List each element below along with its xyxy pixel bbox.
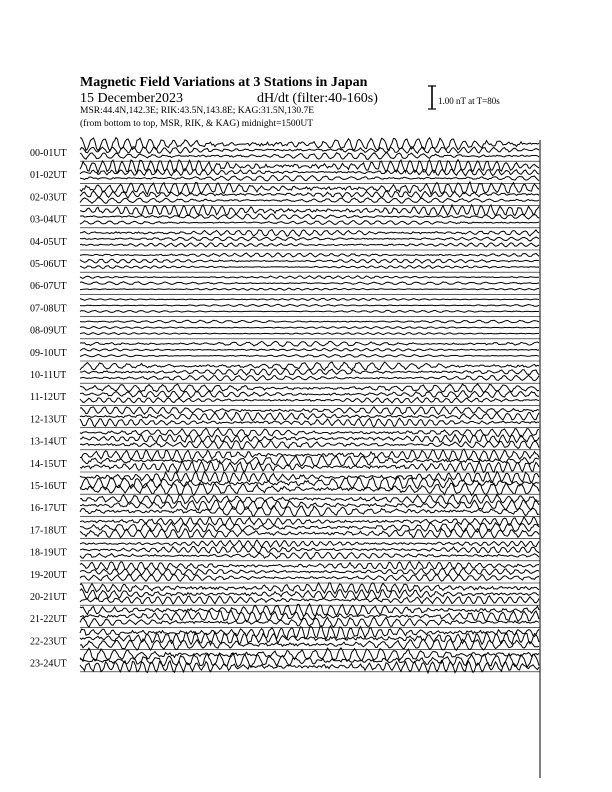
hour-row xyxy=(30,517,540,539)
trace-kag xyxy=(80,494,539,504)
hour-label: 20-21UT xyxy=(30,592,67,603)
trace-kag xyxy=(80,320,539,323)
trace-rik xyxy=(80,147,539,154)
hour-label: 16-17UT xyxy=(30,503,67,515)
trace-rik xyxy=(80,327,539,329)
hour-row xyxy=(30,648,540,673)
trace-rik xyxy=(80,191,539,198)
hour-row xyxy=(30,471,540,495)
hour-row xyxy=(30,276,540,295)
hour-label: 11-12UT xyxy=(30,392,67,404)
trace-kag xyxy=(80,160,539,173)
trace-msr xyxy=(80,266,539,269)
hour-label: 03-04UT xyxy=(30,214,67,226)
hourly-rows xyxy=(30,138,540,673)
hour-row xyxy=(30,320,540,339)
trace-msr xyxy=(80,355,539,358)
trace-rik xyxy=(80,500,539,511)
trace-rik xyxy=(80,348,539,351)
trace-rik xyxy=(80,282,539,285)
trace-msr xyxy=(80,639,539,651)
trace-kag xyxy=(80,341,539,346)
trace-kag xyxy=(80,583,539,594)
hour-label: 00-01UT xyxy=(30,148,67,159)
trace-kag xyxy=(80,362,539,370)
trace-msr xyxy=(80,398,539,403)
trace-kag xyxy=(80,182,539,194)
trace-msr xyxy=(80,333,539,335)
trace-msr xyxy=(80,310,539,312)
chart-date: 15 December2023 xyxy=(80,91,184,106)
chart-quantity: dH/dt (filter:40-160s) xyxy=(257,91,378,106)
hour-label: 02-03UT xyxy=(30,192,67,204)
hour-label: 06-07UT xyxy=(30,281,67,293)
hour-row xyxy=(30,626,540,650)
scale-bar-label: 1.00 nT at T=80s xyxy=(438,96,500,106)
chart-title: Magnetic Field Variations at 3 Stations in Japan xyxy=(80,75,368,90)
hour-label: 23-24UT xyxy=(30,658,67,670)
hour-row xyxy=(30,449,540,472)
trace-kag xyxy=(80,276,539,279)
station-coordinates: MSR:44.4N,142.3E; RIK:43.5N,143.8E; KAG:31.5N,130.7E xyxy=(80,106,315,116)
trace-kag xyxy=(80,298,539,300)
trace-rik xyxy=(80,259,539,263)
hour-label: 05-06UT xyxy=(30,259,67,270)
trace-msr xyxy=(80,176,539,181)
hour-label: 09-10UT xyxy=(30,347,67,359)
trace-rik xyxy=(80,304,539,306)
hour-label: 08-09UT xyxy=(30,325,67,337)
trace-kag xyxy=(80,562,539,571)
trace-rik xyxy=(80,214,539,219)
hour-row xyxy=(30,494,540,516)
trace-kag xyxy=(80,230,539,237)
hour-row xyxy=(30,160,540,184)
trace-msr xyxy=(80,288,539,290)
trace-msr xyxy=(80,221,539,225)
hour-row xyxy=(30,540,540,561)
trace-msr xyxy=(80,575,539,582)
trace-msr xyxy=(80,617,539,627)
hour-row xyxy=(30,583,540,605)
hour-row xyxy=(30,253,540,272)
hour-row xyxy=(30,205,540,228)
trace-msr xyxy=(80,375,539,381)
trace-kag xyxy=(80,540,539,547)
trace-msr xyxy=(80,552,539,559)
hour-label: 10-11UT xyxy=(30,370,67,381)
hour-row xyxy=(30,407,540,428)
trace-kag xyxy=(80,253,539,257)
trace-msr xyxy=(80,198,539,204)
hour-label: 18-19UT xyxy=(30,547,67,559)
trace-msr xyxy=(80,529,539,538)
station-order-note: (from bottom to top, MSR, RIK, & KAG) midnight=1500UT xyxy=(80,119,314,129)
trace-msr xyxy=(80,461,539,472)
trace-kag xyxy=(80,428,539,437)
trace-rik xyxy=(80,632,539,645)
trace-rik xyxy=(80,412,539,421)
trace-kag xyxy=(80,384,539,393)
trace-rik xyxy=(80,546,539,553)
hour-label: 12-13UT xyxy=(30,414,67,426)
trace-rik xyxy=(80,237,539,241)
hour-row xyxy=(30,341,540,361)
hour-label: 15-16UT xyxy=(30,481,67,492)
scale-bar xyxy=(428,86,500,109)
hour-row xyxy=(30,384,540,406)
hour-label: 14-15UT xyxy=(30,458,67,470)
trace-rik xyxy=(80,611,539,622)
hour-label: 22-23UT xyxy=(30,636,67,648)
hour-label: 17-18UT xyxy=(30,525,67,537)
hour-label: 21-22UT xyxy=(30,614,67,626)
hour-row xyxy=(30,362,540,383)
hour-row xyxy=(30,230,540,250)
hour-label: 01-02UT xyxy=(30,170,67,182)
hour-row xyxy=(30,298,540,316)
trace-kag xyxy=(80,604,539,617)
hour-row xyxy=(30,138,540,162)
hour-row xyxy=(30,182,540,206)
trace-msr xyxy=(80,243,539,247)
hour-label: 04-05UT xyxy=(30,236,67,248)
trace-rik xyxy=(80,568,539,575)
hour-row xyxy=(30,562,540,583)
hour-label: 19-20UT xyxy=(30,569,67,581)
hour-row xyxy=(30,428,540,450)
trace-rik xyxy=(80,169,539,176)
hour-label: 13-14UT xyxy=(30,436,67,448)
hour-label: 07-08UT xyxy=(30,303,67,315)
trace-rik xyxy=(80,435,539,443)
trace-kag xyxy=(80,449,539,461)
hour-row xyxy=(30,604,540,628)
trace-kag xyxy=(80,407,539,415)
